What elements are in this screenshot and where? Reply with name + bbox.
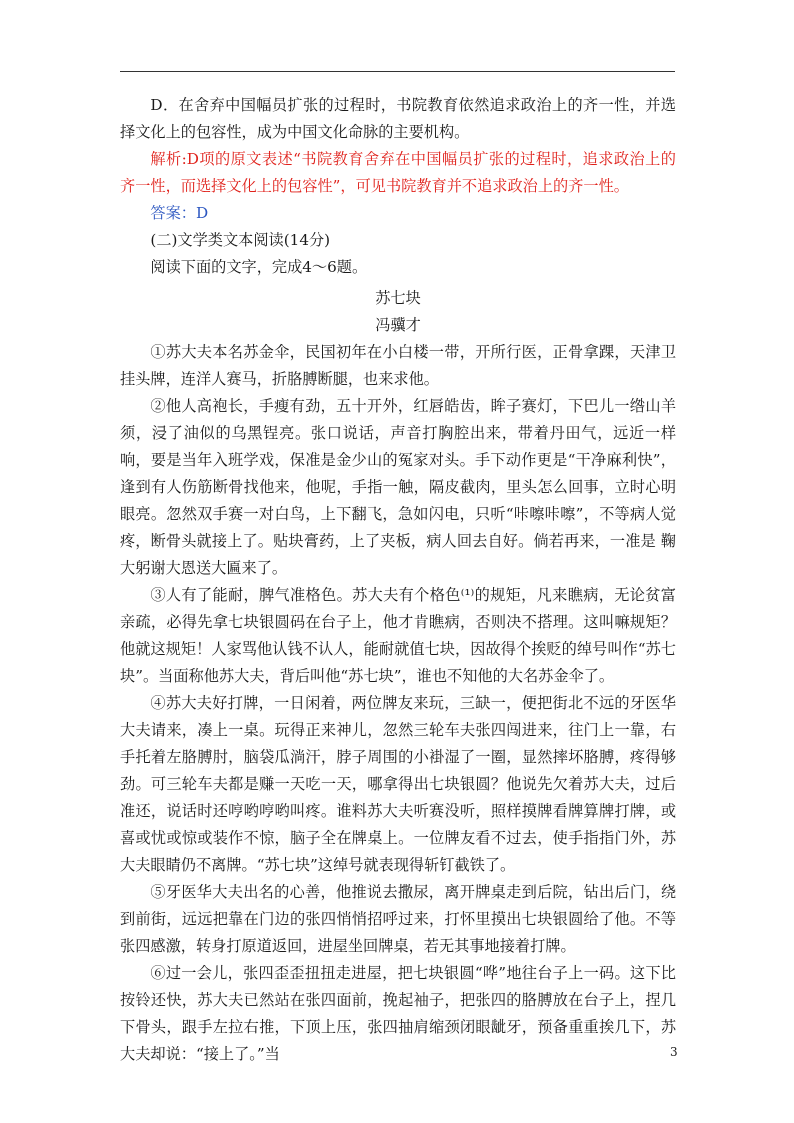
section-heading: (二)文学类文本阅读(14分) bbox=[150, 231, 331, 249]
page-content bbox=[120, 92, 676, 1068]
story-paragraph-4: ④苏大夫好打牌，一日闲着，两位牌友来玩，三缺一，便把街北不远的牙医华大夫请来，凑上一桌。玩得正来神儿，忽然三轮车夫张四闯进来，往门上一靠，右手托着左胳膊肘，脑袋瓜淌汗，脖子周围的小褂湿了一圈，显然摔坏胳膊，疼得够劲。可三轮车夫都是赚一天吃一天，哪拿得出七块银圆？他说先欠着苏大夫，过后准还，说话时还哼哟哼哟叫疼。谁料苏大夫听赛没听，照样摸牌看牌算牌打牌，或喜或忧或惊或装作不惊，脑子全在牌桌上。一位牌友看不过去，使手指指门外，苏大夫眼睛仍不离牌。“苏七块”这绰号就表现得斩钉截铁了。 bbox=[120, 694, 676, 874]
story-paragraph-6: ⑥过一会儿，张四歪歪扭扭走进屋，把七块银圆“哗”地往台子上一码。这下比按铃还快，苏大夫已然站在张四面前，挽起袖子，把张四的胳膊放在台子上，捏几下骨头，跟手左拉右推，下顶上压，张四抽肩缩颈闭眼龇牙，预备重重挨几下，苏大夫却说：“接上了。”当 bbox=[120, 964, 676, 1063]
option-d: D．在舍弃中国幅员扩张的过程时，书院教育依然追求政治上的齐一性，并选择文化上的包容性，成为中国文化命脉的主要机构。 bbox=[120, 96, 676, 141]
story-author: 冯骥才 bbox=[375, 316, 421, 334]
analysis: 解析:D项的原文表述“书院教育舍弃在中国幅员扩张的过程时，追求政治上的齐一性，而选择文化上的包容性”，可见书院教育并不追求政治上的齐一性。 bbox=[120, 150, 676, 195]
story-paragraph-1: ①苏大夫本名苏金伞，民国初年在小白楼一带，开所行医，正骨拿踝，天津卫挂头牌，连洋人赛马，折胳膊断腿，也来求他。 bbox=[120, 343, 676, 388]
story-paragraph-5: ⑤牙医华大夫出名的心善，他推说去撒尿，离开牌桌走到后院，钻出后门，绕到前街，远远把靠在门边的张四悄悄招呼过来，打怀里摸出七块银圆给了他。不等张四感激，转身打原道返回，进屋坐回牌桌，若无其事地接着打牌。 bbox=[120, 883, 676, 955]
answer-label: 答案 bbox=[150, 204, 181, 222]
story-paragraph-3: ③人有了能耐，脾气准格色。苏大夫有个格色⁽¹⁾的规矩，凡来瞧病，无论贫富亲疏，必得先拿七块银圆码在台子上，他才肯瞧病，否则决不搭理。这叫嘛规矩？他就这规矩！人家骂他认钱不认人，能耐就值七块，因故得个挨贬的绰号叫作“苏七块”。当面称他苏大夫，背后叫他“苏七块”，谁也不知他的大名苏金伞了。 bbox=[120, 586, 676, 685]
analysis-label: 解析 bbox=[150, 150, 182, 168]
story-title: 苏七块 bbox=[375, 289, 421, 307]
answer: 答案：D bbox=[150, 204, 209, 222]
instruction: 阅读下面的文字，完成4～6题。 bbox=[150, 258, 368, 276]
header-rule bbox=[120, 71, 675, 72]
page-number: 3 bbox=[670, 1045, 678, 1059]
story-paragraph-2: ②他人高袍长，手瘦有劲，五十开外，红唇皓齿，眸子赛灯，下巴儿一绺山羊须，浸了油似的乌黑锃亮。张口说话，声音打胸腔出来，带着丹田气，远近一样响，要是当年入班学戏，保准是金少山的冤家对头。手下动作更是“干净麻利快”，逢到有人伤筋断骨找他来，他呢，手指一触，隔皮截肉，里头怎么回事，立时心明眼亮。忽然双手赛一对白鸟，上下翻飞，急如闪电，只听“咔嚓咔嚓”，不等病人觉疼，断骨头就接上了。贴块膏药，上了夹板，病人回去自好。倘若再来，一准是 鞠大躬谢大恩送大匾来了。 bbox=[120, 397, 676, 577]
analysis-text: D项的原文表述“书院教育舍弃在中国幅员扩张的过程时，追求政治上的齐一性，而选择文化上的包容性”，可见书院教育并不追求政治上的齐一性。 bbox=[120, 150, 676, 195]
answer-value: D bbox=[195, 204, 209, 222]
